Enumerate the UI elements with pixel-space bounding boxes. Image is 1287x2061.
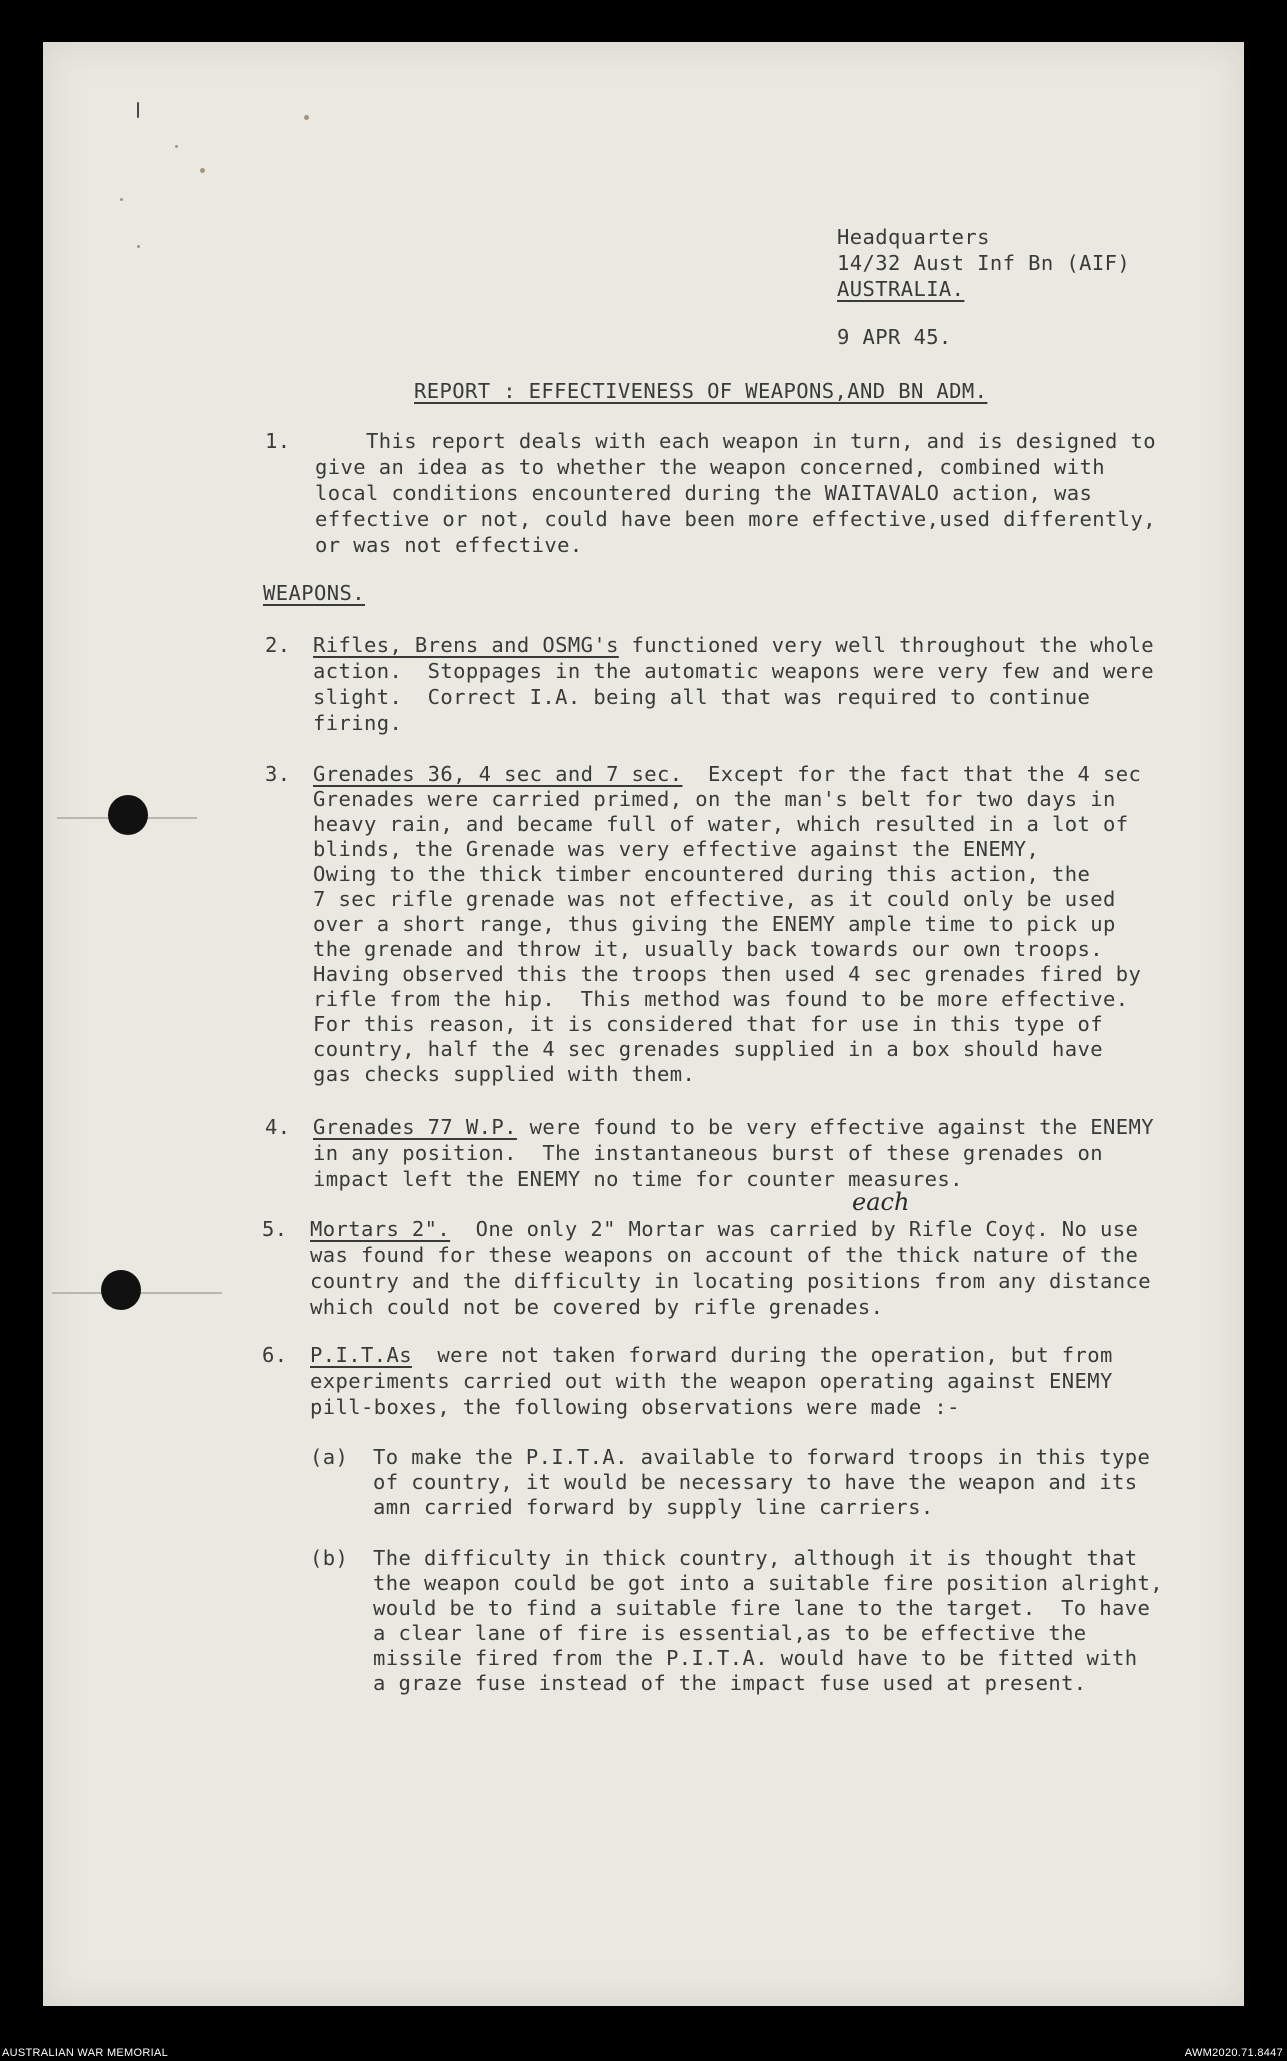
punch-hole-bottom — [101, 1270, 141, 1310]
paragraph-line — [313, 632, 1154, 658]
paragraph-line: the grenade and throw it, usually back towards our own troops. — [313, 937, 1104, 961]
paragraph-number: 1. — [265, 429, 291, 453]
paragraph-line — [313, 1114, 1154, 1140]
paragraph-line: This report deals with each weapon in turn, and is designed to — [315, 429, 1156, 453]
paragraph-line: amn carried forward by supply line carriers. — [373, 1495, 934, 1519]
paragraph-line: experiments carried out with the weapon operating against ENEMY — [310, 1369, 1113, 1393]
paragraph-text: One only 2" Mortar was carried by Rifle Coy¢. No use — [450, 1217, 1139, 1241]
paragraph-line: country, half the 4 sec grenades supplied in a box should have — [313, 1037, 1104, 1061]
stain-mark — [137, 245, 140, 248]
paragraph-line: a clear lane of fire is essential,as to be effective the — [373, 1621, 1087, 1645]
paragraph-heading: Mortars 2". — [310, 1217, 451, 1241]
report-title: REPORT : EFFECTIVENESS OF WEAPONS,AND BN ADM. — [414, 379, 988, 403]
footer-accession-number: AWM2020.71.8447 — [1184, 2047, 1283, 2059]
paragraph-line: rifle from the hip. This method was found to be more effective. — [313, 987, 1129, 1011]
paragraph-line: Having observed this the troops then used 4 sec grenades fired by — [313, 962, 1142, 986]
header-line: 14/32 Aust Inf Bn (AIF) — [837, 251, 1131, 275]
paragraph-line: To make the P.I.T.A. available to forward troops in this type — [373, 1445, 1151, 1469]
paragraph-line: blinds, the Grenade was very effective against the ENEMY, — [313, 837, 1040, 861]
pencil-tick-mark — [137, 102, 139, 118]
paragraph-line: gas checks supplied with them. — [313, 1062, 696, 1086]
paragraph-line: effective or not, could have been more effective,used differently, — [315, 507, 1156, 531]
stain-mark — [200, 168, 205, 173]
paragraph-line: was found for these weapons on account of the thick nature of the — [310, 1243, 1139, 1267]
paragraph-line: a graze fuse instead of the impact fuse used at present. — [373, 1671, 1087, 1695]
paragraph-line: firing. — [313, 711, 403, 735]
paragraph-line: missile fired from the P.I.T.A. would have to be fitted with — [373, 1646, 1138, 1670]
paragraph-heading: Rifles, Brens and OSMG's — [313, 633, 619, 657]
paragraph-heading: P.I.T.As — [310, 1343, 412, 1367]
paragraph-number: 3. — [265, 762, 291, 786]
footer-source: AUSTRALIAN WAR MEMORIAL — [2, 2047, 169, 2059]
stain-mark — [304, 115, 309, 120]
paragraph-text: were found to be very effective against the ENEMY — [516, 1115, 1154, 1139]
paragraph-line: or was not effective. — [315, 533, 583, 557]
paragraph-line — [310, 1216, 1138, 1242]
paragraph-line: heavy rain, and became full of water, which resulted in a lot of — [313, 812, 1129, 836]
paragraph-line: would be to find a suitable fire lane to the target. To have — [373, 1596, 1151, 1620]
sub-item-label: (a) — [310, 1445, 349, 1469]
paragraph-number: 5. — [262, 1217, 288, 1241]
paragraph-line: which could not be covered by rifle grenades. — [310, 1295, 884, 1319]
stain-mark — [175, 145, 178, 148]
paragraph-line: of country, it would be necessary to have the weapon and its — [373, 1470, 1138, 1494]
paragraph-line — [313, 761, 1141, 787]
paragraph-line: 7 sec rifle grenade was not effective, as it could only be used — [313, 887, 1116, 911]
paragraph-line: pill-boxes, the following observations were made :- — [310, 1395, 960, 1419]
paragraph-line: Owing to the thick timber encountered during this action, the — [313, 862, 1091, 886]
punch-hole-top — [108, 795, 148, 835]
paragraph-number: 2. — [265, 633, 291, 657]
header-line: Headquarters — [837, 225, 990, 249]
paragraph-line: slight. Correct I.A. being all that was required to continue — [313, 685, 1091, 709]
paragraph-line: The difficulty in thick country, although it is thought that — [373, 1546, 1138, 1570]
paragraph-number: 4. — [265, 1115, 291, 1139]
paragraph-line: Grenades were carried primed, on the man's belt for two days in — [313, 787, 1116, 811]
paragraph-text: Except for the fact that the 4 sec — [682, 762, 1142, 786]
paragraph-heading: Grenades 36, 4 sec and 7 sec. — [313, 762, 683, 786]
paragraph-line: in any position. The instantaneous burst of these grenades on — [313, 1141, 1104, 1165]
section-heading: WEAPONS. — [263, 581, 365, 605]
paragraph-line: give an idea as to whether the weapon concerned, combined with — [315, 455, 1106, 479]
header-line: AUSTRALIA. — [837, 277, 965, 301]
sub-item-label: (b) — [310, 1546, 349, 1570]
paragraph-line — [310, 1342, 1113, 1368]
handwritten-annotation: each — [852, 1188, 910, 1216]
paragraph-line: action. Stoppages in the automatic weapons were very few and were — [313, 659, 1154, 683]
header-date: 9 APR 45. — [837, 325, 952, 349]
paragraph-line: impact left the ENEMY no time for counter measures. — [313, 1167, 963, 1191]
paragraph-line: the weapon could be got into a suitable fire position alright, — [373, 1571, 1164, 1595]
paragraph-line: For this reason, it is considered that for use in this type of — [313, 1012, 1104, 1036]
paragraph-text: functioned very well throughout the whole — [618, 633, 1154, 657]
paragraph-heading: Grenades 77 W.P. — [313, 1115, 517, 1139]
paragraph-line: local conditions encountered during the WAITAVALO action, was — [315, 481, 1093, 505]
stain-mark — [120, 198, 123, 201]
paragraph-text: were not taken forward during the operation, but from — [411, 1343, 1113, 1367]
paragraph-line: over a short range, thus giving the ENEMY ample time to pick up — [313, 912, 1116, 936]
paragraph-line: country and the difficulty in locating positions from any distance — [310, 1269, 1151, 1293]
paragraph-number: 6. — [262, 1343, 288, 1367]
